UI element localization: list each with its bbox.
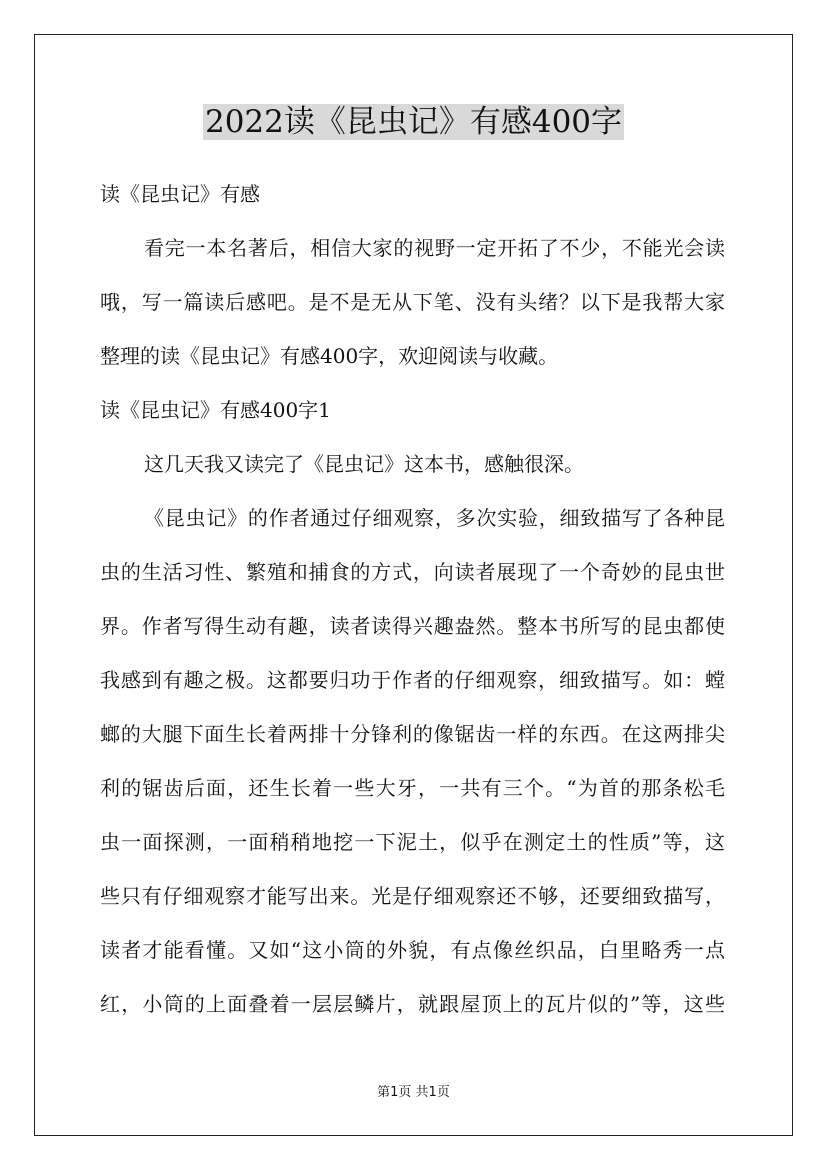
body-line: 《昆虫记》的作者通过仔细观察，多次实验，细致描写了各种昆 xyxy=(144,506,725,530)
body-line: 红，小筒的上面叠着一层层鳞片，就跟屋顶上的瓦片似的”等，这些 xyxy=(100,992,725,1016)
body-line: 虫的生活习性、繁殖和捕食的方式，向读者展现了一个奇妙的昆虫世 xyxy=(100,560,725,584)
body-line: 些只有仔细观察才能写出来。光是仔细观察还不够，还要细致描写， xyxy=(100,884,725,908)
body-line: 虫一面探测，一面稍稍地挖一下泥土，似乎在测定土的性质”等，这 xyxy=(100,830,725,854)
document-title-text: 2022读《昆虫记》有感400字 xyxy=(204,104,623,140)
body-line: 这几天我又读完了《昆虫记》这本书，感触很深。 xyxy=(144,452,584,476)
body-line: 哦，写一篇读后感吧。是不是无从下笔、没有头绪？以下是我帮大家 xyxy=(100,290,725,314)
body-line: 我感到有趣之极。这都要归功于作者的仔细观察，细致描写。如：螳 xyxy=(100,668,725,692)
document-title xyxy=(0,100,827,144)
body-line: 看完一本名著后，相信大家的视野一定开拓了不少，不能光会读 xyxy=(144,236,725,260)
page-number-footer: 第1页 共1页 xyxy=(377,1085,450,1100)
section-heading: 读《昆虫记》有感400字1 xyxy=(100,398,331,422)
body-line: 利的锯齿后面，还生长着一些大牙，一共有三个。“为首的那条松毛 xyxy=(100,776,725,800)
body-line: 螂的大腿下面生长着两排十分锋利的像锯齿一样的东西。在这两排尖 xyxy=(100,722,725,746)
body-line: 整理的读《昆虫记》有感400字，欢迎阅读与收藏。 xyxy=(100,344,559,368)
subtitle-line: 读《昆虫记》有感 xyxy=(100,182,260,206)
body-line: 读者才能看懂。又如“这小筒的外貌，有点像丝织品，白里略秀一点 xyxy=(100,938,725,962)
body-line: 界。作者写得生动有趣，读者读得兴趣盎然。整本书所写的昆虫都使 xyxy=(100,614,725,638)
